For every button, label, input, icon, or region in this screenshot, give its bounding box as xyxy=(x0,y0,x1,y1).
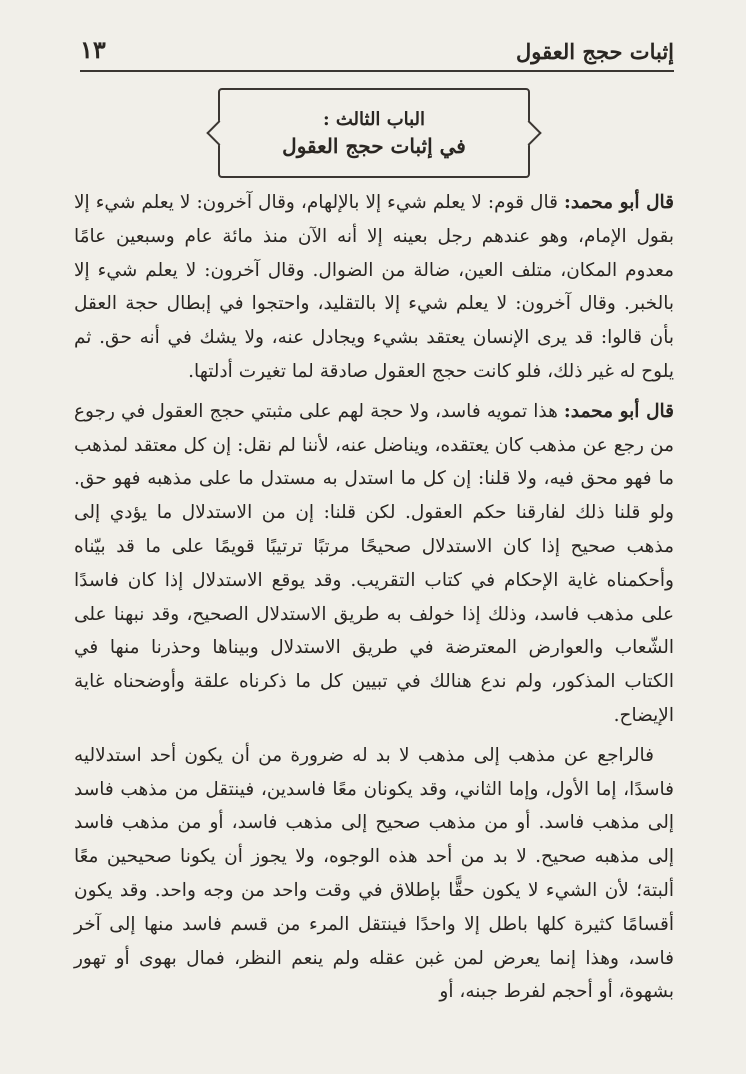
running-title: إثبات حجج العقول xyxy=(516,39,674,64)
paragraph-text: هذا تمويه فاسد، ولا حجة لهم على مثبتي حجج العقول في رجوع من رجع عن مذهب كان يعتقده، ويناضل عنه، لأننا لم نقل: إن كل معتقد لمذهب ما فهو محق فيه، ولا قلنا: إن كل ما استدل به مستدل ما على مذهبه فهو حق. ولو قلنا ذلك لفارقنا حكم العقول. لكن قلنا: إن من الاستدلال ما يؤدي إلى مذهب صحيح إذا كان الاستدلال صحيحًا مرتبًا ترتيبًا قويمًا على ما قد بيّناه وأحكمناه غاية الإحكام في كتاب التقريب. وقد يوقع الاستدلال إذا كان فاسدًا على مذهب فاسد، وذلك إذا خولف به طريق الاستدلال الصحيح، وقد نبهنا على الشّعاب والعوارض المعترضة في طريق الاستدلال وبيناها وحذرنا منها في الكتاب المذكور، ولم ندع هنالك في تبيين كل ما ذكرناه علقة وأوضحناه غاية الإيضاح. xyxy=(74,400,674,726)
paragraph-1 xyxy=(74,186,674,389)
paragraph-text: قال قوم: لا يعلم شيء إلا بالإلهام، وقال آخرون: لا يعلم شيء إلا بقول الإمام، وهو عندهم رجل بعينه إلا أنه الآن منذ مائة عام وسبعين عامًا معدوم المكان، متلف العين، ضالة من الضوال. وقال آخرون: لا يعلم شيء إلا بالخبر. وقال آخرون: لا يعلم شيء إلا بالتقليد، واحتجوا في إبطال حجة العقل بأن قالوا: قد يرى الإنسان يعتقد بشيء ويجادل عنه، ولا يشك في أنه حق. ثم يلوح له غير ذلك، فلو كانت حجج العقول صادقة لما تغيرت أدلتها. xyxy=(74,192,674,382)
paragraph-text: فالراجع عن مذهب إلى مذهب لا بد له ضرورة من أن يكون أحد استدلاليه فاسدًا، إما الأول، وإما الثاني، وقد يكونان معًا فاسدين، فينتقل من مذهب فاسد إلى مذهب فاسد. أو من مذهب صحيح إلى مذهب فاسد، أو من مذهب فاسد إلى مذهبه صحيح. لا بد من أحد هذه الوجوه، ولا يجوز أن يكونا صحيحين معًا ألبتة؛ لأن الشيء لا يكون حقًّا بإطلاق في وقت واحد من وجه واحد. وقد يكون أقسامًا كثيرة كلها باطل إلا واحدًا فينتقل المرء من قسم فاسد منها إلى آخر فاسد، وهذا إنما يعرض لمن غبن عقله ولم ينعم النظر، فمال بهوى أو تهور بشهوة، أو أحجم لفرط جبنه، أو xyxy=(74,744,674,1003)
paragraph-2 xyxy=(74,395,674,733)
paragraph-3 xyxy=(74,739,674,1009)
body-text xyxy=(74,186,674,1015)
chapter-label: الباب الثالث : xyxy=(322,108,426,130)
speaker-label: قال أبو محمد: xyxy=(563,400,674,422)
page-number: ١٣ xyxy=(80,35,106,64)
chapter-title: في إثبات حجج العقول xyxy=(282,133,466,158)
speaker-label: قال أبو محمد: xyxy=(563,192,674,213)
page-header xyxy=(80,30,674,72)
chapter-heading-box xyxy=(218,88,530,178)
